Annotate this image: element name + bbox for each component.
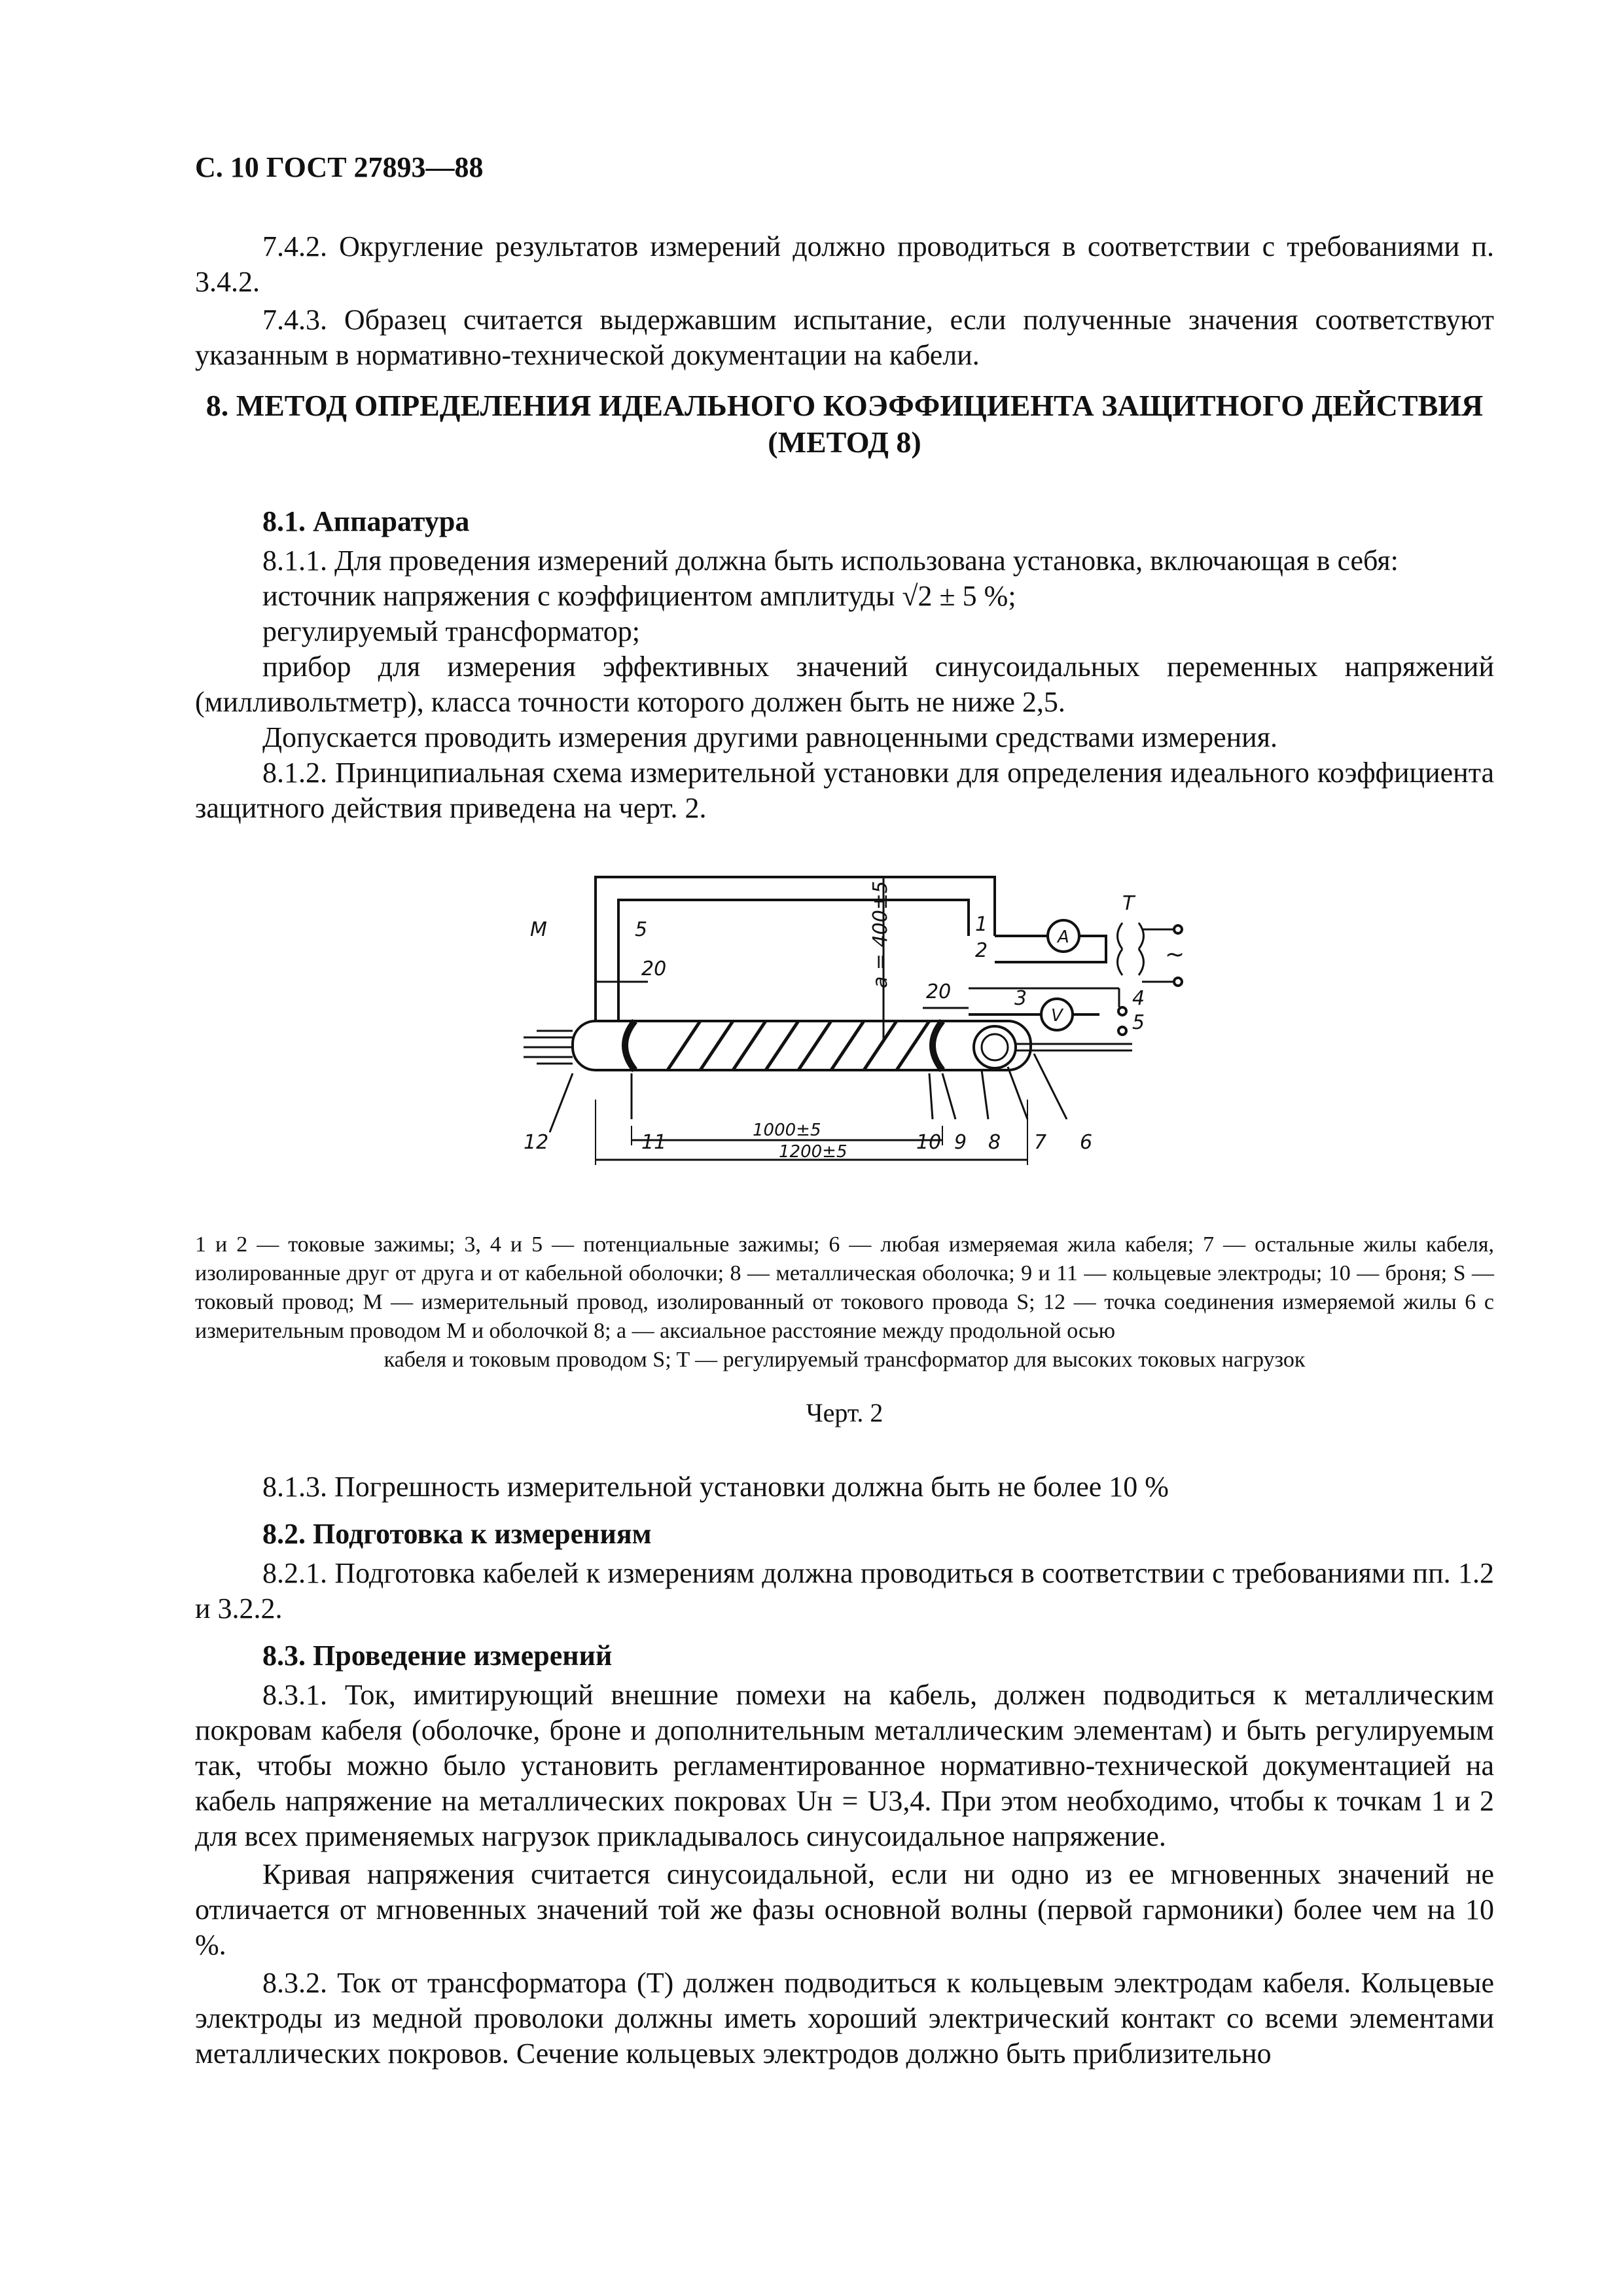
caption-text: 1 и 2 — токовые зажимы; 3, 4 и 5 — потенциальные зажимы; 6 — любая измеряемая жила кабеля; 7 — остальные жилы кабеля, изолированные друг от друга и от кабельной оболочки; 8 — металлическая оболочка; 9 и 11 — кольцевые электроды; 10 — броня; S — токовый провод; M — измерительный провод, изолированный от токового провода S; 12 — точка соединения измеряемой жилы 6 с измерительным проводом M и оболочкой 8; a — аксиальное расстояние между продольной осью — [195, 1232, 1494, 1343]
paragraph-sinusoid: Кривая напряжения считается синусоидальной, если ни одно из ее мгновенных значений не отличается от мгновенных значений той же фазы основной волны (первой гармоники) более чем на 10 %. — [195, 1858, 1494, 1961]
paragraph-8-3-1: 8.3.1. Ток, имитирующий внешние помехи на кабель, должен подводиться к металлическим покровам кабеля (оболочке, броне и дополнительным металлическим элементам) и быть регулируемым так, чтобы можно было установить регламентированное нормативно-технической документацией на кабель напряжение на металлических покровах Uн = U3,4. При этом необходимо, чтобы к точкам 1 и 2 для всех применяемых нагрузок прикладывалось синусоидальное напряжение. — [195, 1679, 1494, 1852]
heading-8-2: 8.2. Подготовка к измерениям — [262, 1518, 652, 1550]
label-ammeter: A — [1058, 927, 1069, 947]
section-8-title — [195, 387, 1494, 461]
paragraph-8-3-2: 8.3.2. Ток от трансформатора (T) должен подводиться к кольцевым электродам кабеля. Кольцевые электроды из медной проволоки должны иметь хороший электрический контакт со всеми элементами металлических покровов. Сечение кольцевых электродов должно быть приблизительно — [195, 1967, 1494, 2070]
figure-number: Черт. 2 — [806, 1398, 883, 1427]
paragraph-8-1-3: 8.1.3. Погрешность измерительной установки должна быть не более 10 % — [262, 1471, 1169, 1503]
section-8-1 — [195, 504, 1494, 826]
label-t: T — [1122, 892, 1135, 915]
list-item-voltage-source: источник напряжения с коэффициентом амплитуды √2 ± 5 %; — [262, 580, 1016, 612]
label-1200: 1200±5 — [779, 1142, 847, 1162]
label-12: 12 — [524, 1131, 549, 1154]
label-3: 3 — [1014, 987, 1027, 1010]
label-9: 9 — [954, 1131, 967, 1154]
label-20-right: 20 — [926, 980, 952, 1003]
label-a: a = 400±5 — [869, 880, 892, 988]
measurement-schematic — [510, 857, 1211, 1172]
label-5-top: 5 — [635, 918, 648, 941]
label-5: 5 — [1132, 1011, 1145, 1034]
figure-caption — [195, 1230, 1494, 1374]
section-8-title-line1: 8. МЕТОД ОПРЕДЕЛЕНИЯ ИДЕАЛЬНОГО КОЭФФИЦИЕНТА ЗАЩИТНОГО ДЕЙСТВИЯ — [205, 389, 1484, 422]
label-11: 11 — [641, 1131, 667, 1154]
list-item-transformer: регулируемый трансформатор; — [262, 615, 641, 647]
label-8: 8 — [988, 1131, 1001, 1154]
paragraph-8-2-1: 8.2.1. Подготовка кабелей к измерениям должна проводиться в соответствии с требованиями пп. 1.2 и 3.2.2. — [195, 1557, 1494, 1624]
paragraph-8-1-1: 8.1.1. Для проведения измерений должна быть использована установка, включающая в себя: — [262, 545, 1399, 577]
label-1000: 1000±5 — [753, 1121, 821, 1140]
heading-8-1: 8.1. Аппаратура — [262, 505, 470, 537]
heading-8-3: 8.3. Проведение измерений — [262, 1640, 613, 1672]
list-item-millivoltmeter: прибор для измерения эффективных значений синусоидальных переменных напряжений (милливольтметр), класса точности которого должен быть не ниже 2,5. — [195, 651, 1494, 718]
label-1: 1 — [975, 913, 988, 936]
section-8-title-line2: (МЕТОД 8) — [768, 425, 921, 459]
label-4: 4 — [1132, 987, 1145, 1010]
label-2: 2 — [975, 939, 988, 962]
page-header: С. 10 ГОСТ 27893—88 — [195, 151, 484, 183]
label-20-left: 20 — [641, 958, 667, 980]
measuring-wire-m — [618, 900, 969, 1021]
label-7: 7 — [1034, 1131, 1047, 1154]
paragraph-7-4-2: 7.4.2. Округление результатов измерений должно проводиться в соответствии с требованиями п. 3.4.2. — [195, 230, 1494, 298]
sections-8-1-3-to-8-3 — [195, 1469, 1494, 2074]
paragraph-7-4-3: 7.4.3. Образец считается выдержавшим испытание, если полученные значения соответствуют указанным в нормативно-технической документации на кабели. — [195, 304, 1494, 371]
label-m: M — [530, 918, 547, 941]
label-voltmeter: V — [1051, 1006, 1063, 1026]
label-10: 10 — [916, 1131, 942, 1154]
section-7-end — [195, 229, 1494, 376]
paragraph-8-1-2: 8.1.2. Принципиальная схема измерительной установки для определения идеального коэффициента защитного действия приведена на черт. 2. — [195, 757, 1494, 824]
paragraph-allowance: Допускается проводить измерения другими равноценными средствами измерения. — [262, 721, 1277, 753]
caption-last-line: кабеля и токовым проводом S; T — регулируемый трансформатор для высоких токовых нагрузок — [383, 1348, 1306, 1372]
label-6: 6 — [1080, 1131, 1093, 1154]
label-ac: ~ — [1165, 941, 1185, 968]
